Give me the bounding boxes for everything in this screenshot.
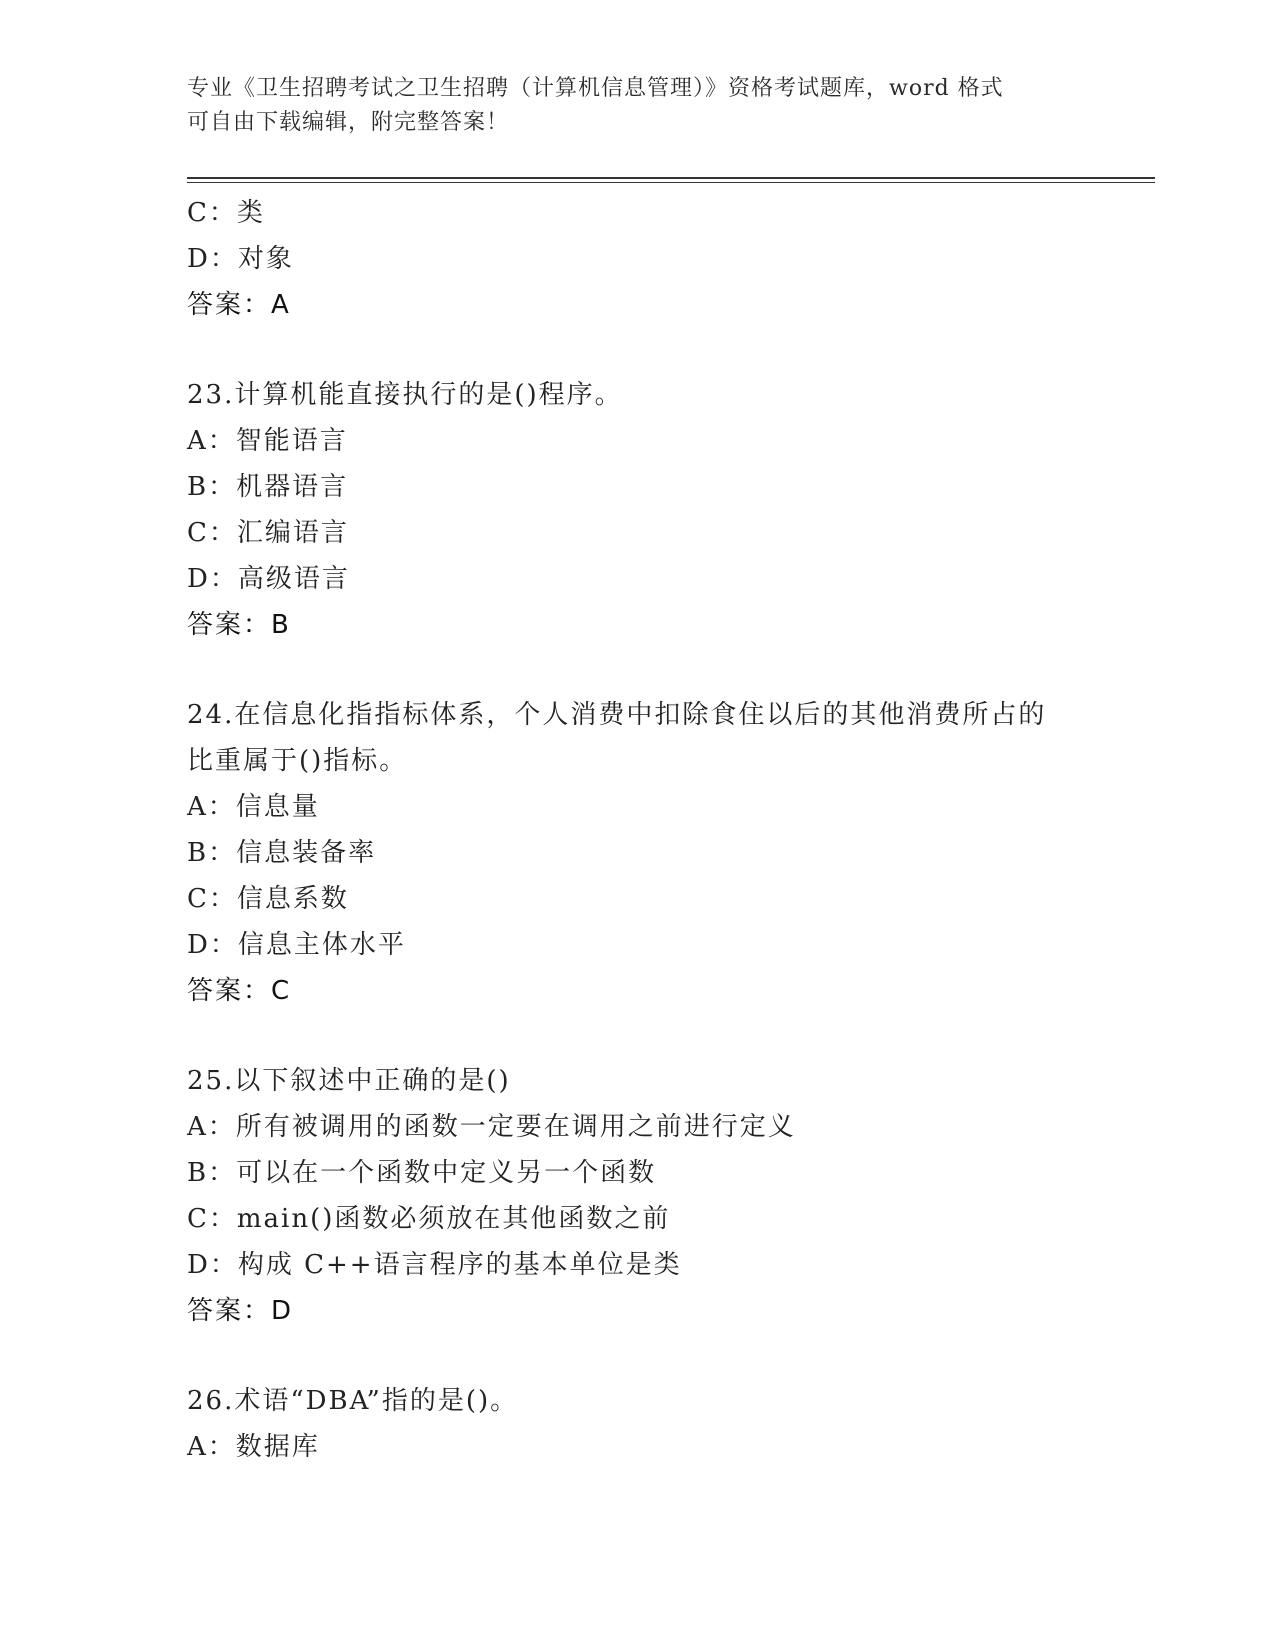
option-b: B：信息装备率: [187, 838, 377, 868]
option-b: B：机器语言: [187, 472, 349, 502]
option-b: B：可以在一个函数中定义另一个函数: [187, 1158, 657, 1188]
spacer: [187, 1014, 1087, 1058]
document-header: [187, 72, 1067, 140]
option-d: D：高级语言: [187, 564, 350, 594]
question-25: [187, 1058, 1087, 1334]
option-a: A：数据库: [187, 1432, 320, 1462]
question-list: [187, 190, 1087, 1470]
option-c: C：main()函数必须放在其他函数之前: [187, 1204, 671, 1234]
option-c: C：汇编语言: [187, 518, 349, 548]
question-stem-line-1: 24.在信息化指指标体系，个人消费中扣除食住以后的其他消费所占的: [187, 700, 1047, 730]
answer: 答案：C: [187, 976, 292, 1006]
option-c: C：信息系数: [187, 884, 349, 914]
question-22-tail: [187, 190, 1087, 328]
option-d: D：对象: [187, 244, 294, 274]
option-a: A：智能语言: [187, 426, 348, 456]
option-a: A：所有被调用的函数一定要在调用之前进行定义: [187, 1112, 796, 1142]
question-stem: 23.计算机能直接执行的是()程序。: [187, 380, 623, 410]
header-title-line-1: 专业《卫生招聘考试之卫生招聘（计算机信息管理）》资格考试题库，word 格式: [187, 76, 1004, 101]
spacer: [187, 328, 1087, 372]
question-23: [187, 372, 1087, 648]
question-stem: 26.术语“DBA”指的是()。: [187, 1386, 519, 1416]
header-title-line-2: 可自由下载编辑，附完整答案！: [187, 110, 510, 135]
spacer: [187, 1334, 1087, 1378]
option-d: D：构成 C++语言程序的基本单位是类: [187, 1250, 682, 1280]
header-divider: [187, 177, 1155, 179]
question-24: [187, 692, 1087, 1014]
question-stem-line-2: 比重属于()指标。: [187, 746, 408, 776]
header-divider-secondary: [187, 182, 1155, 183]
answer: 答案：A: [187, 290, 291, 320]
option-c: C：类: [187, 198, 265, 228]
option-a: A：信息量: [187, 792, 320, 822]
answer: 答案：D: [187, 1296, 294, 1326]
question-stem: 25.以下叙述中正确的是(): [187, 1066, 511, 1096]
question-26: [187, 1378, 1087, 1470]
answer: 答案：B: [187, 610, 291, 640]
option-d: D：信息主体水平: [187, 930, 406, 960]
spacer: [187, 648, 1087, 692]
